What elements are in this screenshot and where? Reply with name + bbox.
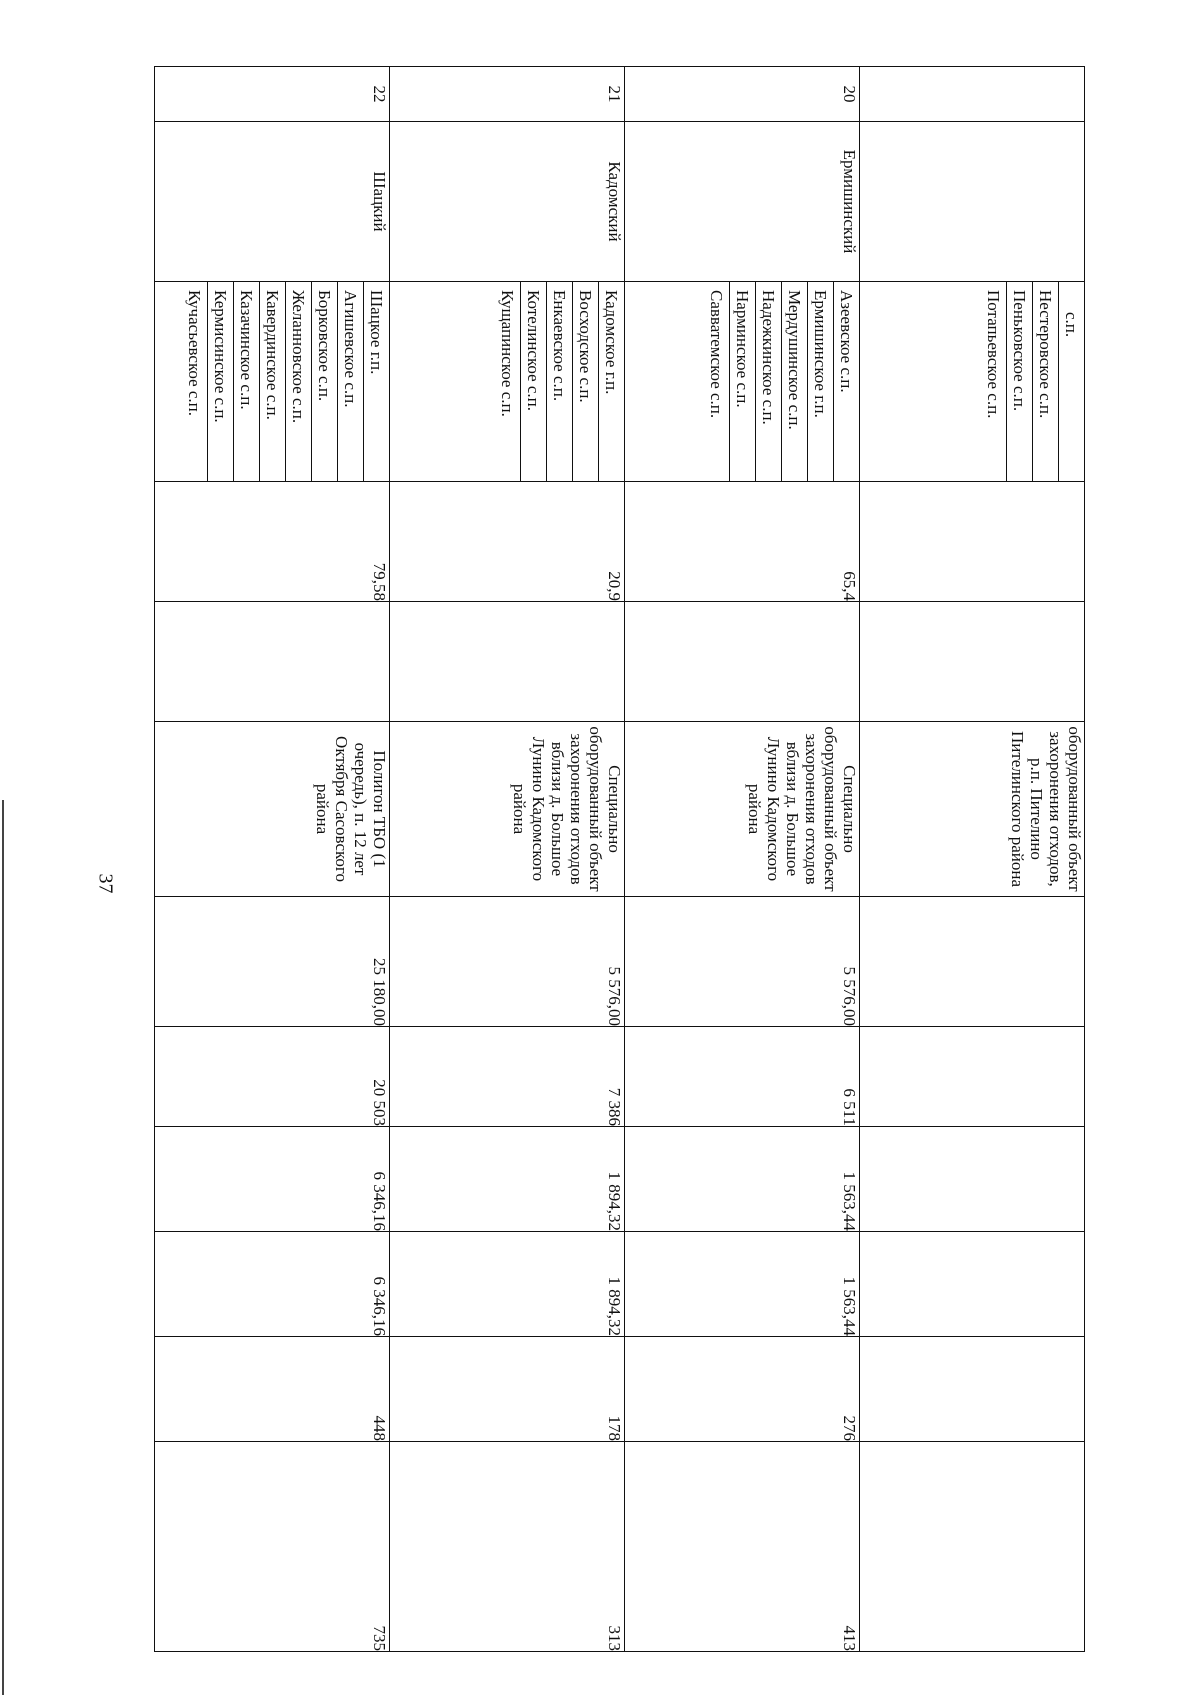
cell-v8: 313 [390,1442,625,1652]
settlement: Мердушинское с.п. [781,282,807,481]
cell-district: Кадомский [390,122,625,282]
page-binding-edge [2,800,4,1695]
cell-object: Специально оборудованный объект захоронения отходов вблизи д. Большое Лунино Кадомского района [625,722,860,897]
table-row-continuation [860,67,1085,1652]
settlement: Потапьевское с.п. [983,290,1003,419]
cell-value2 [625,602,860,722]
cell-v4 [860,1027,1085,1127]
settlement: Кадомское г.п. [598,282,624,481]
cell-v8 [860,1442,1085,1652]
cell-settlements [625,282,860,482]
cell-v6: 1 894,32 [390,1232,625,1337]
settlement: Кермисинское с.п. [207,282,233,481]
cell-capacity: 5 576,00 [390,897,625,1027]
settlement: Котелинское с.п. [520,282,546,481]
settlement: Борковское с.п. [311,282,337,481]
cell-num [860,67,1085,122]
rotated-table-frame [155,66,1085,1651]
table-row [390,67,625,1652]
cell-num: 22 [155,67,390,122]
cell-value2 [390,602,625,722]
cell-capacity: 5 576,00 [625,897,860,1027]
settlement: Пеньковское с.п. [1006,282,1032,481]
cell-v5: 1 894,32 [390,1127,625,1232]
page-number: 37 [94,873,117,894]
cell-district: Ермишинский [625,122,860,282]
cell-district: Шацкий [155,122,390,282]
settlement: Надежкинское с.п. [755,282,781,481]
cell-v5: 1 563,44 [625,1127,860,1232]
settlement: Шацкое г.п. [363,282,389,481]
cell-value1: 65,4 [625,482,860,602]
settlement: Восходское с.п. [572,282,598,481]
cell-v6: 6 346,16 [155,1232,390,1337]
waste-table [154,66,1085,1652]
cell-num: 20 [625,67,860,122]
settlement: Желанновское с.п. [285,282,311,481]
settlement: Казачинское с.п. [233,282,259,481]
cell-value2 [860,602,1085,722]
cell-v8: 413 [625,1442,860,1652]
cell-value1 [860,482,1085,602]
cell-settlements [390,282,625,482]
cell-v7: 178 [390,1337,625,1442]
cell-object: Специально оборудованный объект захоронения отходов вблизи д. Большое Лунино Кадомского района [390,722,625,897]
cell-v5: 6 346,16 [155,1127,390,1232]
settlement: Енкаевское с.п. [546,282,572,481]
cell-settlements [860,282,1085,482]
table-row [155,67,390,1652]
settlement: с.п. [1058,282,1084,481]
settlement: Савватемское с.п. [706,290,726,419]
settlement: Кущапинское с.п. [497,290,517,417]
cell-v5 [860,1127,1085,1232]
cell-object: Полигон ТБО (1 очередь), п. 12 лет Октября Сасовского района [155,722,390,897]
cell-district [860,122,1085,282]
settlement: Ермишинское г.п. [807,282,833,481]
settlement: Нарминское с.п. [729,282,755,481]
cell-v8: 735 [155,1442,390,1652]
cell-object: оборудованный объект захоронения отходов, р.п. Пителино Пителинского района [860,722,1085,897]
cell-v6 [860,1232,1085,1337]
settlement: Азеевское с.п. [833,282,859,481]
cell-value1: 79,58 [155,482,390,602]
cell-v4: 20 503 [155,1027,390,1127]
cell-capacity: 25 180,00 [155,897,390,1027]
table-row [625,67,860,1652]
cell-settlements [155,282,390,482]
cell-v7: 276 [625,1337,860,1442]
cell-capacity [860,897,1085,1027]
settlement: Кавердинское с.п. [259,282,285,481]
settlement: Кучасьевское с.п. [184,290,204,417]
cell-v7: 448 [155,1337,390,1442]
cell-v4: 6 511 [625,1027,860,1127]
cell-value2 [155,602,390,722]
cell-num: 21 [390,67,625,122]
cell-v6: 1 563,44 [625,1232,860,1337]
settlement: Нестеровское с.п. [1032,282,1058,481]
settlement: Агишевское с.п. [337,282,363,481]
cell-value1: 20,9 [390,482,625,602]
cell-v7 [860,1337,1085,1442]
cell-v4: 7 386 [390,1027,625,1127]
